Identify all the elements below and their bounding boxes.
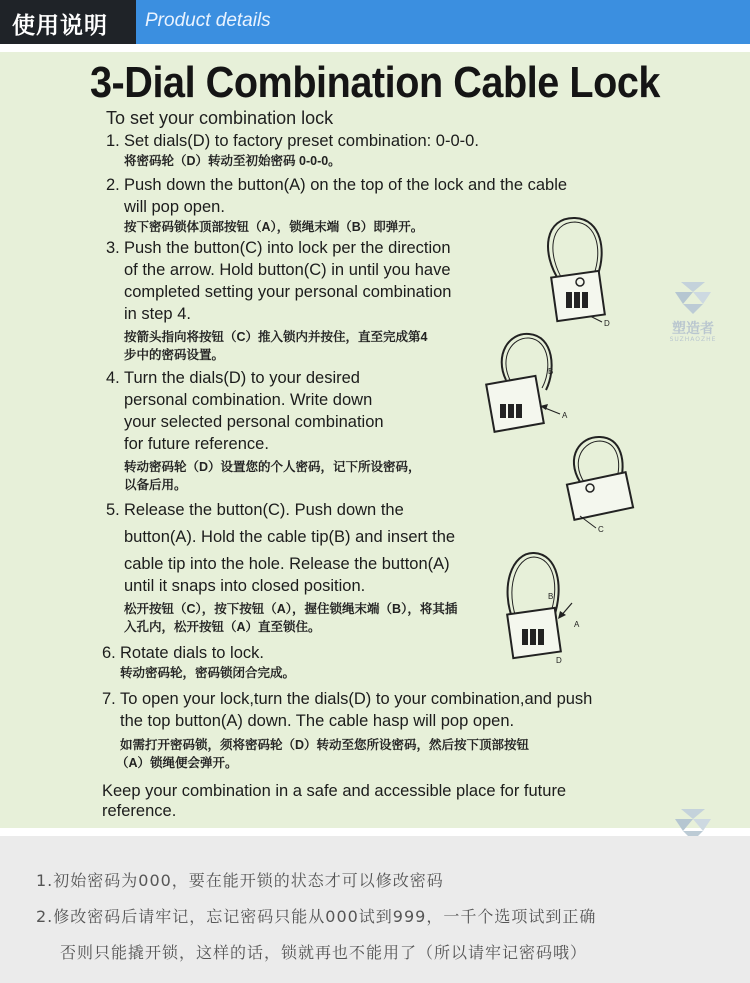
step-text: will pop open. bbox=[124, 198, 225, 216]
step-text-cn: 如需打开密码锁，须将密码轮（D）转动至您所设密码，然后按下顶部按钮 bbox=[120, 738, 530, 752]
closing-note bbox=[102, 780, 566, 820]
step-text: the top button(A) down. The cable hasp will pop open. bbox=[120, 712, 515, 730]
label-a: A bbox=[574, 620, 580, 629]
step-number: 7. bbox=[102, 690, 116, 708]
step-text: in step 4. bbox=[124, 305, 191, 323]
step-number: 1. bbox=[106, 132, 120, 150]
notes-section bbox=[0, 836, 750, 983]
step-text: Turn the dials(D) to your desired bbox=[124, 369, 360, 387]
step-5 bbox=[106, 499, 457, 636]
step-number: 6. bbox=[102, 644, 116, 662]
label-c: C bbox=[598, 525, 604, 534]
step-text-cn: 将密码轮（D）转动至初始密码 0-0-0。 bbox=[124, 154, 341, 168]
step-text: Push the button(C) into lock per the direction bbox=[124, 239, 451, 257]
step-text-cn: 步中的密码设置。 bbox=[124, 348, 225, 362]
step-text: for future reference. bbox=[124, 435, 269, 453]
step-number: 3. bbox=[106, 239, 120, 257]
header-title-cn: 使用说明 bbox=[12, 13, 108, 39]
step-3 bbox=[106, 237, 451, 364]
instruction-sheet bbox=[0, 52, 750, 828]
step-text-cn: （A）锁绳便会弹开。 bbox=[116, 756, 238, 770]
step-text-cn: 松开按钮（C），按下按钮（A），握住锁绳末端（B），将其插 bbox=[124, 602, 458, 616]
watermark-logo bbox=[663, 278, 723, 348]
step-text: completed setting your personal combination bbox=[124, 283, 452, 301]
step-text: To open your lock,turn the dials(D) to your combination,and push bbox=[120, 690, 593, 708]
header-title-en: Product details bbox=[145, 10, 271, 31]
lock-open-figure bbox=[540, 212, 620, 332]
lock-insert-figure bbox=[560, 432, 640, 542]
step-number: 4. bbox=[106, 369, 120, 387]
closing-text: reference. bbox=[102, 802, 177, 820]
step-number: 2. bbox=[106, 176, 120, 194]
step-4 bbox=[106, 367, 421, 494]
lock-closed-figure bbox=[494, 547, 594, 677]
step-text: cable tip into the hole. Release the button(A) bbox=[124, 555, 450, 573]
step-2 bbox=[106, 174, 567, 236]
sheet-subhead: To set your combination lock bbox=[106, 108, 334, 128]
step-6 bbox=[102, 642, 295, 682]
step-text: Set dials(D) to factory preset combination: 0-0-0. bbox=[124, 132, 479, 150]
step-1 bbox=[106, 130, 479, 170]
label-d: D bbox=[604, 319, 610, 328]
label-a: A bbox=[562, 411, 568, 420]
step-text: of the arrow. Hold button(C) in until you have bbox=[124, 261, 451, 279]
step-text: your selected personal combination bbox=[124, 413, 384, 431]
lock-button-c-figure bbox=[484, 330, 584, 440]
step-7 bbox=[102, 688, 592, 772]
step-text: Push down the button(A) on the top of the lock and the cable bbox=[124, 176, 568, 194]
step-text: personal combination. Write down bbox=[124, 391, 373, 409]
label-d: D bbox=[556, 656, 562, 665]
header-bar bbox=[0, 0, 750, 44]
step-text: button(A). Hold the cable tip(B) and insert the bbox=[124, 528, 456, 546]
step-text: until it snaps into closed position. bbox=[124, 577, 366, 595]
step-text: Release the button(C). Push down the bbox=[124, 501, 404, 519]
closing-text: Keep your combination in a safe and accessible place for future bbox=[102, 782, 567, 800]
step-number: 5. bbox=[106, 501, 120, 519]
watermark-sub: SUZHAOZHE bbox=[669, 336, 717, 343]
header-label-box bbox=[0, 0, 136, 44]
step-text-cn: 以备后用。 bbox=[124, 478, 187, 492]
sheet-title: 3-Dial Combination Cable Lock bbox=[89, 58, 661, 107]
note-line: 否则只能撬开锁，这样的话，锁就再也不能用了（所以请牢记密码哦） bbox=[60, 943, 588, 962]
label-b: B bbox=[548, 367, 554, 376]
step-text-cn: 按下密码锁体顶部按钮（A），锁绳末端（B）即弹开。 bbox=[124, 220, 424, 234]
watermark-icon bbox=[663, 278, 723, 318]
watermark-text: 塑造者 bbox=[672, 321, 714, 337]
step-text: Rotate dials to lock. bbox=[120, 644, 264, 662]
step-text-cn: 按箭头指向将按钮（C）推入锁内并按住，直至完成第4 bbox=[124, 330, 428, 344]
label-b: B bbox=[548, 592, 554, 601]
step-text-cn: 转动密码轮，密码锁闭合完成。 bbox=[120, 666, 296, 680]
step-text-cn: 入孔内，松开按钮（A）直至锁住。 bbox=[124, 620, 321, 634]
note-line: 1.初始密码为000，要在能开锁的状态才可以修改密码 bbox=[36, 871, 444, 890]
step-text-cn: 转动密码轮（D）设置您的个人密码，记下所设密码， bbox=[124, 460, 421, 474]
note-line: 2.修改密码后请牢记，忘记密码只能从000试到999，一千个选项试到正确 bbox=[36, 907, 597, 926]
